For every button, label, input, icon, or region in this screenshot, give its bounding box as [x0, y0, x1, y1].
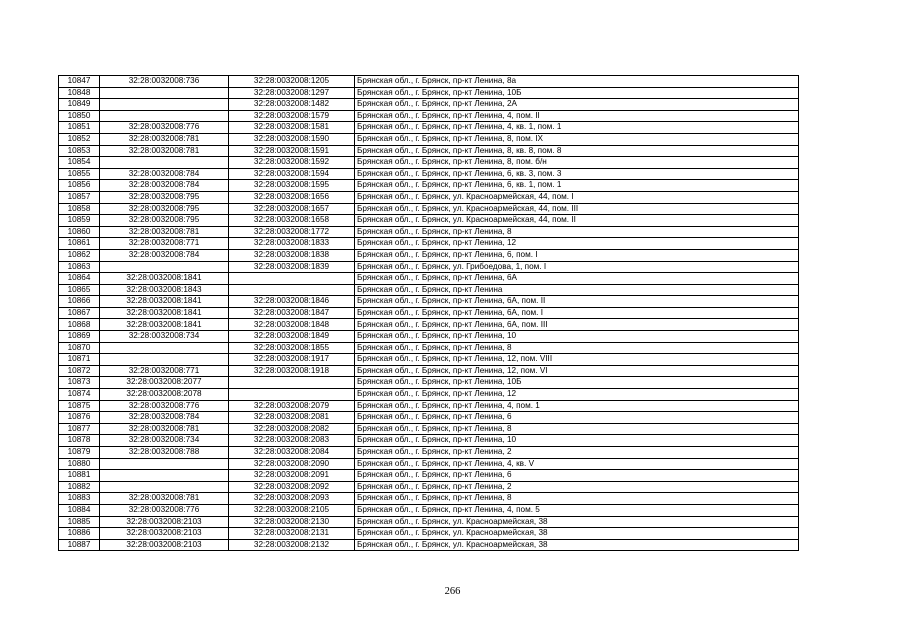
address-cell: Брянская обл., г. Брянск, пр-кт Ленина, 6, кв. 3, пом. 3: [355, 168, 799, 180]
address-cell: Брянская обл., г. Брянск, пр-кт Ленина, 6, кв. 1, пом. 1: [355, 180, 799, 192]
table-row: [59, 400, 799, 412]
table-row: [59, 412, 799, 424]
address-cell: Брянская обл., г. Брянск, пр-кт Ленина, 6А, пом. III: [355, 319, 799, 331]
object-cadastral-number-cell: [229, 377, 355, 389]
row-number-cell: 10875: [59, 400, 100, 412]
table-row: [59, 528, 799, 540]
row-number-cell: 10883: [59, 493, 100, 505]
address-cell: Брянская обл., г. Брянск, пр-кт Ленина, 6А, пом. I: [355, 307, 799, 319]
land-cadastral-number-cell: 32:28:0032008:784: [100, 168, 229, 180]
land-cadastral-number-cell: 32:28:0032008:2077: [100, 377, 229, 389]
table-row: [59, 377, 799, 389]
object-cadastral-number-cell: 32:28:0032008:2105: [229, 504, 355, 516]
land-cadastral-number-cell: 32:28:0032008:734: [100, 435, 229, 447]
address-cell: Брянская обл., г. Брянск, пр-кт Ленина, 6: [355, 470, 799, 482]
address-cell: Брянская обл., г. Брянск, пр-кт Ленина, 10Б: [355, 377, 799, 389]
address-cell: Брянская обл., г. Брянск, пр-кт Ленина, 4, пом. II: [355, 110, 799, 122]
row-number-cell: 10858: [59, 203, 100, 215]
table-row: [59, 539, 799, 551]
object-cadastral-number-cell: 32:28:0032008:1849: [229, 331, 355, 343]
land-cadastral-number-cell: 32:28:0032008:795: [100, 191, 229, 203]
address-cell: Брянская обл., г. Брянск, ул. Грибоедова, 1, пом. I: [355, 261, 799, 273]
row-number-cell: 10862: [59, 249, 100, 261]
row-number-cell: 10879: [59, 447, 100, 459]
table-row: [59, 122, 799, 134]
table-row: [59, 191, 799, 203]
table-row: [59, 180, 799, 192]
table-row: [59, 447, 799, 459]
object-cadastral-number-cell: 32:28:0032008:1918: [229, 365, 355, 377]
table-row: [59, 284, 799, 296]
object-cadastral-number-cell: 32:28:0032008:2082: [229, 423, 355, 435]
address-cell: Брянская обл., г. Брянск, пр-кт Ленина, 8: [355, 493, 799, 505]
row-number-cell: 10877: [59, 423, 100, 435]
address-cell: Брянская обл., г. Брянск, пр-кт Ленина, 8, пом. IX: [355, 133, 799, 145]
object-cadastral-number-cell: 32:28:0032008:2132: [229, 539, 355, 551]
table-row: [59, 157, 799, 169]
row-number-cell: 10885: [59, 516, 100, 528]
land-cadastral-number-cell: 32:28:0032008:781: [100, 133, 229, 145]
table-row: [59, 481, 799, 493]
row-number-cell: 10857: [59, 191, 100, 203]
row-number-cell: 10867: [59, 307, 100, 319]
land-cadastral-number-cell: 32:28:0032008:784: [100, 412, 229, 424]
object-cadastral-number-cell: 32:28:0032008:2079: [229, 400, 355, 412]
land-cadastral-number-cell: 32:28:0032008:771: [100, 238, 229, 250]
object-cadastral-number-cell: 32:28:0032008:1590: [229, 133, 355, 145]
address-cell: Брянская обл., г. Брянск, ул. Красноармейская, 38: [355, 539, 799, 551]
address-cell: Брянская обл., г. Брянск, пр-кт Ленина, 4, пом. 1: [355, 400, 799, 412]
object-cadastral-number-cell: 32:28:0032008:1595: [229, 180, 355, 192]
row-number-cell: 10847: [59, 76, 100, 88]
address-cell: Брянская обл., г. Брянск, пр-кт Ленина, 2: [355, 447, 799, 459]
land-cadastral-number-cell: 32:28:0032008:781: [100, 423, 229, 435]
row-number-cell: 10884: [59, 504, 100, 516]
land-cadastral-number-cell: 32:28:0032008:776: [100, 400, 229, 412]
land-cadastral-number-cell: 32:28:0032008:1841: [100, 319, 229, 331]
object-cadastral-number-cell: 32:28:0032008:2081: [229, 412, 355, 424]
row-number-cell: 10878: [59, 435, 100, 447]
object-cadastral-number-cell: 32:28:0032008:1594: [229, 168, 355, 180]
address-cell: Брянская обл., г. Брянск, пр-кт Ленина, 6А, пом. II: [355, 296, 799, 308]
address-cell: Брянская обл., г. Брянск, пр-кт Ленина, 8: [355, 226, 799, 238]
table-row: [59, 226, 799, 238]
row-number-cell: 10876: [59, 412, 100, 424]
row-number-cell: 10860: [59, 226, 100, 238]
table-row: [59, 99, 799, 111]
land-cadastral-number-cell: [100, 99, 229, 111]
land-cadastral-number-cell: 32:28:0032008:781: [100, 226, 229, 238]
address-cell: Брянская обл., г. Брянск, пр-кт Ленина, 12: [355, 389, 799, 401]
address-cell: Брянская обл., г. Брянск, пр-кт Ленина, 2: [355, 481, 799, 493]
table-row: [59, 493, 799, 505]
row-number-cell: 10863: [59, 261, 100, 273]
object-cadastral-number-cell: 32:28:0032008:2084: [229, 447, 355, 459]
object-cadastral-number-cell: 32:28:0032008:1592: [229, 157, 355, 169]
land-cadastral-number-cell: 32:28:0032008:1841: [100, 296, 229, 308]
row-number-cell: 10880: [59, 458, 100, 470]
address-cell: Брянская обл., г. Брянск, пр-кт Ленина, 12, пом. VIII: [355, 354, 799, 366]
row-number-cell: 10861: [59, 238, 100, 250]
land-cadastral-number-cell: 32:28:0032008:2103: [100, 539, 229, 551]
table-row: [59, 516, 799, 528]
row-number-cell: 10870: [59, 342, 100, 354]
object-cadastral-number-cell: 32:28:0032008:2093: [229, 493, 355, 505]
table-row: [59, 504, 799, 516]
row-number-cell: 10855: [59, 168, 100, 180]
row-number-cell: 10873: [59, 377, 100, 389]
object-cadastral-number-cell: 32:28:0032008:1833: [229, 238, 355, 250]
land-cadastral-number-cell: 32:28:0032008:781: [100, 493, 229, 505]
row-number-cell: 10872: [59, 365, 100, 377]
row-number-cell: 10849: [59, 99, 100, 111]
row-number-cell: 10866: [59, 296, 100, 308]
address-cell: Брянская обл., г. Брянск, пр-кт Ленина, 8: [355, 342, 799, 354]
row-number-cell: 10852: [59, 133, 100, 145]
land-cadastral-number-cell: 32:28:0032008:784: [100, 249, 229, 261]
object-cadastral-number-cell: 32:28:0032008:2130: [229, 516, 355, 528]
address-cell: Брянская обл., г. Брянск, пр-кт Ленина, 4, кв. V: [355, 458, 799, 470]
land-cadastral-number-cell: 32:28:0032008:795: [100, 203, 229, 215]
land-cadastral-number-cell: [100, 261, 229, 273]
land-cadastral-number-cell: 32:28:0032008:781: [100, 145, 229, 157]
land-cadastral-number-cell: 32:28:0032008:771: [100, 365, 229, 377]
row-number-cell: 10853: [59, 145, 100, 157]
address-cell: Брянская обл., г. Брянск, пр-кт Ленина, 8, пом. б/н: [355, 157, 799, 169]
object-cadastral-number-cell: 32:28:0032008:1846: [229, 296, 355, 308]
table-row: [59, 296, 799, 308]
table-row: [59, 87, 799, 99]
address-cell: Брянская обл., г. Брянск, пр-кт Ленина, 8, кв. 8, пом. 8: [355, 145, 799, 157]
row-number-cell: 10859: [59, 215, 100, 227]
object-cadastral-number-cell: 32:28:0032008:1839: [229, 261, 355, 273]
object-cadastral-number-cell: 32:28:0032008:1297: [229, 87, 355, 99]
table-row: [59, 215, 799, 227]
address-cell: Брянская обл., г. Брянск, пр-кт Ленина, 10: [355, 435, 799, 447]
property-table: [58, 75, 799, 551]
row-number-cell: 10874: [59, 389, 100, 401]
table-row: [59, 249, 799, 261]
row-number-cell: 10864: [59, 273, 100, 285]
land-cadastral-number-cell: 32:28:0032008:734: [100, 331, 229, 343]
object-cadastral-number-cell: 32:28:0032008:1581: [229, 122, 355, 134]
object-cadastral-number-cell: 32:28:0032008:2092: [229, 481, 355, 493]
address-cell: Брянская обл., г. Брянск, пр-кт Ленина, 6: [355, 412, 799, 424]
land-cadastral-number-cell: 32:28:0032008:1841: [100, 273, 229, 285]
land-cadastral-number-cell: 32:28:0032008:2103: [100, 516, 229, 528]
table-row: [59, 423, 799, 435]
object-cadastral-number-cell: [229, 273, 355, 285]
table-body: [59, 76, 799, 551]
table-row: [59, 145, 799, 157]
object-cadastral-number-cell: 32:28:0032008:1579: [229, 110, 355, 122]
object-cadastral-number-cell: 32:28:0032008:1772: [229, 226, 355, 238]
row-number-cell: 10850: [59, 110, 100, 122]
object-cadastral-number-cell: 32:28:0032008:1657: [229, 203, 355, 215]
table-row: [59, 342, 799, 354]
row-number-cell: 10869: [59, 331, 100, 343]
table-row: [59, 307, 799, 319]
row-number-cell: 10882: [59, 481, 100, 493]
object-cadastral-number-cell: 32:28:0032008:1838: [229, 249, 355, 261]
object-cadastral-number-cell: 32:28:0032008:2131: [229, 528, 355, 540]
land-cadastral-number-cell: [100, 458, 229, 470]
land-cadastral-number-cell: [100, 481, 229, 493]
land-cadastral-number-cell: 32:28:0032008:784: [100, 180, 229, 192]
row-number-cell: 10887: [59, 539, 100, 551]
row-number-cell: 10851: [59, 122, 100, 134]
land-cadastral-number-cell: 32:28:0032008:2078: [100, 389, 229, 401]
land-cadastral-number-cell: [100, 87, 229, 99]
land-cadastral-number-cell: 32:28:0032008:1841: [100, 307, 229, 319]
row-number-cell: 10856: [59, 180, 100, 192]
table-row: [59, 76, 799, 88]
address-cell: Брянская обл., г. Брянск, пр-кт Ленина, 12, пом. VI: [355, 365, 799, 377]
table-row: [59, 261, 799, 273]
land-cadastral-number-cell: 32:28:0032008:776: [100, 122, 229, 134]
land-cadastral-number-cell: [100, 342, 229, 354]
address-cell: Брянская обл., г. Брянск, пр-кт Ленина, 8а: [355, 76, 799, 88]
table-row: [59, 435, 799, 447]
row-number-cell: 10871: [59, 354, 100, 366]
object-cadastral-number-cell: 32:28:0032008:1847: [229, 307, 355, 319]
address-cell: Брянская обл., г. Брянск, пр-кт Ленина, 4, кв. 1, пом. 1: [355, 122, 799, 134]
table-row: [59, 319, 799, 331]
object-cadastral-number-cell: 32:28:0032008:1205: [229, 76, 355, 88]
table-row: [59, 133, 799, 145]
object-cadastral-number-cell: [229, 389, 355, 401]
table-row: [59, 273, 799, 285]
address-cell: Брянская обл., г. Брянск, ул. Красноармейская, 38: [355, 516, 799, 528]
object-cadastral-number-cell: 32:28:0032008:2091: [229, 470, 355, 482]
land-cadastral-number-cell: 32:28:0032008:736: [100, 76, 229, 88]
land-cadastral-number-cell: 32:28:0032008:1843: [100, 284, 229, 296]
object-cadastral-number-cell: 32:28:0032008:1591: [229, 145, 355, 157]
address-cell: Брянская обл., г. Брянск, пр-кт Ленина, 6А: [355, 273, 799, 285]
object-cadastral-number-cell: 32:28:0032008:1855: [229, 342, 355, 354]
address-cell: Брянская обл., г. Брянск, пр-кт Ленина, 2А: [355, 99, 799, 111]
table-row: [59, 110, 799, 122]
address-cell: Брянская обл., г. Брянск, ул. Красноармейская, 44, пом. I: [355, 191, 799, 203]
object-cadastral-number-cell: 32:28:0032008:1917: [229, 354, 355, 366]
table-row: [59, 203, 799, 215]
object-cadastral-number-cell: 32:28:0032008:1848: [229, 319, 355, 331]
object-cadastral-number-cell: 32:28:0032008:2090: [229, 458, 355, 470]
page-number: 266: [444, 586, 461, 597]
land-cadastral-number-cell: [100, 157, 229, 169]
object-cadastral-number-cell: 32:28:0032008:2083: [229, 435, 355, 447]
address-cell: Брянская обл., г. Брянск, пр-кт Ленина, 10Б: [355, 87, 799, 99]
land-cadastral-number-cell: 32:28:0032008:776: [100, 504, 229, 516]
row-number-cell: 10865: [59, 284, 100, 296]
address-cell: Брянская обл., г. Брянск, пр-кт Ленина, 4, пом. 5: [355, 504, 799, 516]
land-cadastral-number-cell: [100, 470, 229, 482]
address-cell: Брянская обл., г. Брянск, ул. Красноармейская, 44, пом. II: [355, 215, 799, 227]
object-cadastral-number-cell: 32:28:0032008:1656: [229, 191, 355, 203]
table-row: [59, 238, 799, 250]
land-cadastral-number-cell: 32:28:0032008:795: [100, 215, 229, 227]
address-cell: Брянская обл., г. Брянск, пр-кт Ленина, 8: [355, 423, 799, 435]
table-row: [59, 354, 799, 366]
address-cell: Брянская обл., г. Брянск, ул. Красноармейская, 44, пом. III: [355, 203, 799, 215]
object-cadastral-number-cell: 32:28:0032008:1482: [229, 99, 355, 111]
table-row: [59, 331, 799, 343]
table-row: [59, 389, 799, 401]
table-row: [59, 168, 799, 180]
address-cell: Брянская обл., г. Брянск, пр-кт Ленина, 12: [355, 238, 799, 250]
object-cadastral-number-cell: 32:28:0032008:1658: [229, 215, 355, 227]
address-cell: Брянская обл., г. Брянск, пр-кт Ленина, 10: [355, 331, 799, 343]
address-cell: Брянская обл., г. Брянск, пр-кт Ленина: [355, 284, 799, 296]
land-cadastral-number-cell: [100, 110, 229, 122]
row-number-cell: 10886: [59, 528, 100, 540]
row-number-cell: 10848: [59, 87, 100, 99]
row-number-cell: 10868: [59, 319, 100, 331]
table-row: [59, 458, 799, 470]
row-number-cell: 10881: [59, 470, 100, 482]
row-number-cell: 10854: [59, 157, 100, 169]
address-cell: Брянская обл., г. Брянск, ул. Красноармейская, 38: [355, 528, 799, 540]
object-cadastral-number-cell: [229, 284, 355, 296]
address-cell: Брянская обл., г. Брянск, пр-кт Ленина, 6, пом. I: [355, 249, 799, 261]
table-row: [59, 365, 799, 377]
land-cadastral-number-cell: 32:28:0032008:788: [100, 447, 229, 459]
land-cadastral-number-cell: [100, 354, 229, 366]
table-row: [59, 470, 799, 482]
land-cadastral-number-cell: 32:28:0032008:2103: [100, 528, 229, 540]
